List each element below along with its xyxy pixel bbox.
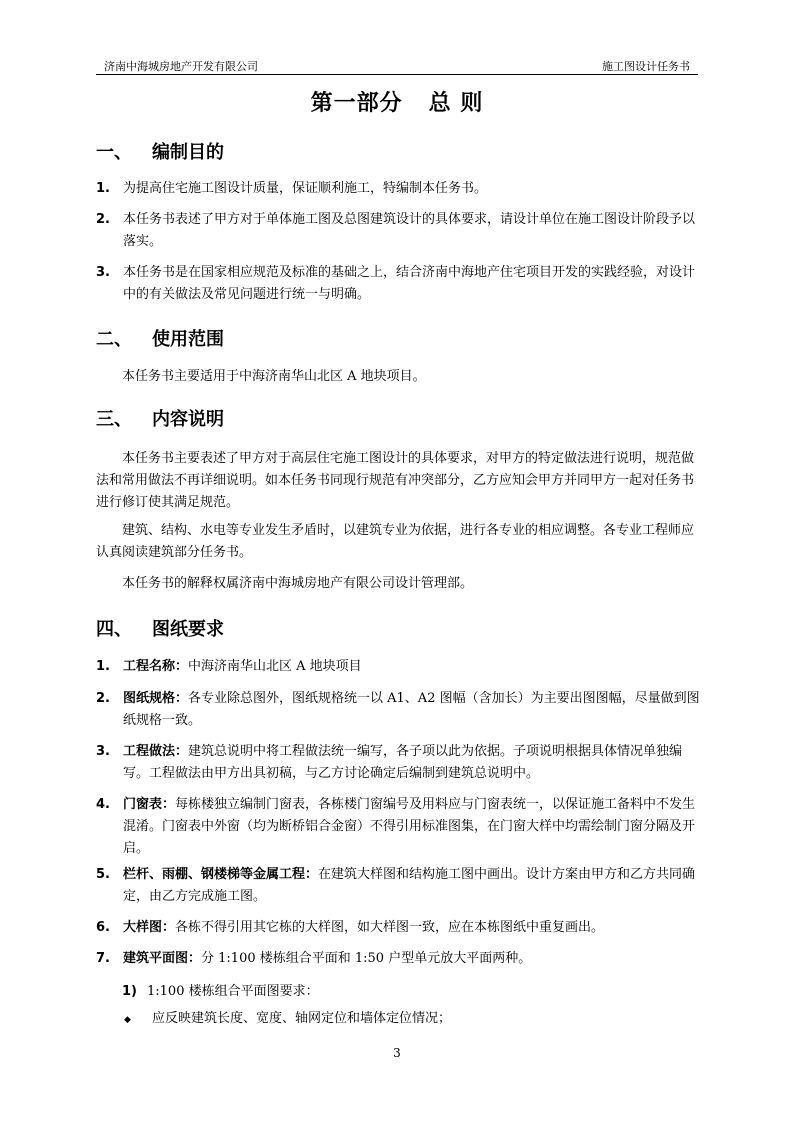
diamond-bullet-icon: ◆ (124, 1015, 131, 1025)
list-number: 6. (96, 920, 110, 935)
item-label: 栏杆、雨棚、钢楼梯等金属工程： (123, 867, 319, 882)
list-number: 5. (96, 867, 110, 882)
item-label: 大样图： (123, 920, 176, 935)
list-item (96, 917, 702, 939)
list-number: 1. (96, 659, 110, 674)
item-label: 工程做法： (123, 744, 189, 759)
section-number: 三、 (96, 409, 132, 430)
item-label: 门窗表： (123, 797, 176, 812)
section-title: 图纸要求 (152, 619, 224, 640)
section-heading-purpose (96, 138, 224, 164)
section-number: 四、 (96, 619, 132, 640)
section-title: 编制目的 (152, 142, 224, 163)
list-text: 每栋楼独立编制门窗表，各栋楼门窗编号及用料应与门窗表统一，以保证施工备料中不发生混淆。门窗表中外窗（均为断桥铝合金窗）不得引用标准图集，在门窗大样中均需绘制门窗分隔及开启。 (123, 797, 696, 856)
list-item (96, 794, 702, 860)
section-heading-drawings (96, 615, 224, 641)
list-number: 4. (96, 797, 110, 812)
list-text: 本任务书表述了甲方对于单体施工图及总图建筑设计的具体要求，请设计单位在施工图设计阶段予以落实。 (123, 212, 696, 249)
bullet-item (124, 1008, 451, 1031)
section-heading-scope (96, 325, 224, 351)
content-paragraph: 本任务书的解释权属济南中海城房地产有限公司设计管理部。 (122, 576, 474, 591)
list-number: 2. (96, 212, 110, 227)
item-label: 工程名称： (123, 659, 189, 674)
list-number: 2. (96, 691, 110, 706)
sub-list-number: 1) (122, 984, 137, 999)
list-item (96, 209, 702, 253)
list-number: 3. (96, 265, 110, 280)
list-item (96, 864, 702, 908)
section-number: 二、 (96, 329, 132, 350)
section-title: 内容说明 (152, 409, 224, 430)
bullet-text: 应反映建筑长度、宽度、轴网定位和墙体定位情况； (152, 1011, 452, 1026)
list-text: 各专业除总图外，图纸规格统一以 A1、A2 图幅（含加长）为主要出图图幅，尽量做到图纸规格一致。 (123, 691, 700, 728)
section-title: 使用范围 (152, 329, 224, 350)
scope-paragraph: 本任务书主要适用于中海济南华山北区 A 地块项目。 (122, 369, 426, 384)
page-title (0, 86, 794, 117)
item-label: 图纸规格： (123, 691, 189, 706)
section-number: 一、 (96, 142, 132, 163)
list-number: 1. (96, 181, 110, 196)
list-text: 在建筑大样图和结构施工图中画出。设计方案由甲方和乙方共同确定，由乙方完成施工图。 (123, 867, 696, 904)
list-text: 建筑总说明中将工程做法统一编写，各子项以此为依据。子项说明根据具体情况单独编写。工程做法由甲方出具初稿，与乙方讨论确定后编制到建筑总说明中。 (123, 744, 683, 781)
list-text: 中海济南华山北区 A 地块项目 (188, 659, 362, 674)
content-paragraph: 本任务书主要表述了甲方对于高层住宅施工图设计的具体要求，对甲方的特定做法进行说明，规范做法和常用做法不再详细说明。如本任务书同现行规范有冲突部分，乙方应知会甲方并同甲方一起对任务书进行修订使其满足规范。 (96, 451, 695, 510)
header-doc-title: 施工图设计任务书 (602, 60, 690, 73)
page-number: 3 (393, 1046, 401, 1060)
list-item (96, 948, 702, 970)
item-label: 建筑平面图： (123, 951, 202, 966)
list-item (96, 178, 702, 200)
list-item (96, 688, 702, 732)
content-paragraph: 建筑、结构、水电等专业发生矛盾时，以建筑专业为依据，进行各专业的相应调整。各专业工程师应认真阅读建筑部分任务书。 (96, 523, 695, 560)
list-item (96, 656, 702, 678)
list-number: 7. (96, 951, 110, 966)
section-heading-content (96, 405, 224, 431)
header-rule (96, 74, 698, 75)
list-number: 3. (96, 744, 110, 759)
sub-list-item (122, 981, 319, 1003)
title-name: 总 则 (428, 91, 484, 116)
sub-list-text: 1:100 楼栋组合平面图要求： (147, 984, 319, 999)
list-text: 本任务书是在国家相应规范及标准的基础之上，结合济南中海地产住宅项目开发的实践经验，对设计中的有关做法及常见问题进行统一与明确。 (123, 265, 696, 302)
title-part: 第一部分 (310, 91, 403, 116)
list-text: 各栋不得引用其它栋的大样图，如大样图一致，应在本栋图纸中重复画出。 (175, 920, 605, 935)
list-text: 为提高住宅施工图设计质量，保证顺利施工，特编制本任务书。 (123, 181, 488, 196)
list-item (96, 741, 702, 785)
header-company: 济南中海城房地产开发有限公司 (104, 60, 258, 73)
list-item (96, 262, 702, 306)
list-text: 分 1:100 楼栋组合平面和 1:50 户型单元放大平面两种。 (201, 951, 532, 966)
